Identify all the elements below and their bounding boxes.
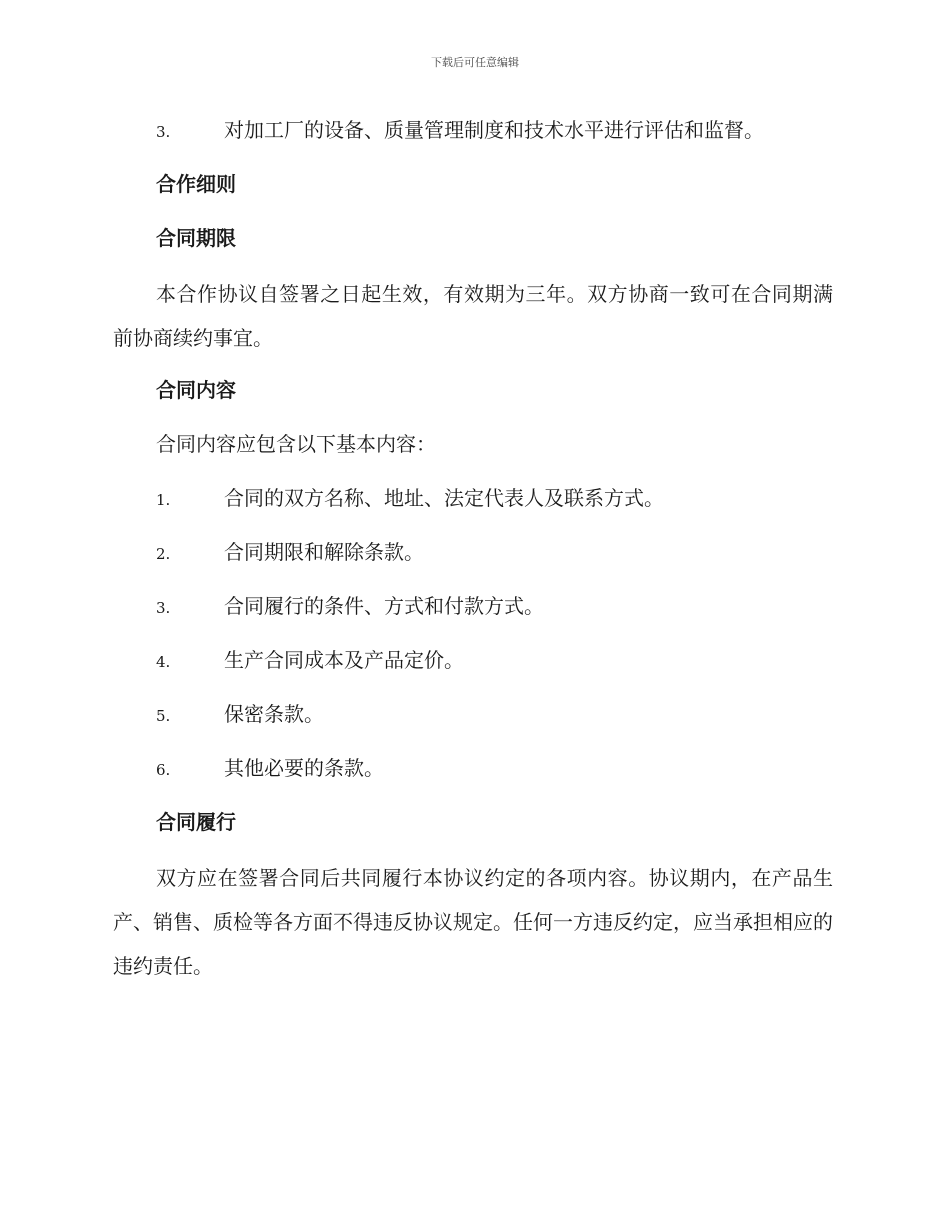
list-text: 生产合同成本及产品定价。 — [224, 648, 464, 672]
list-number: 4. — [156, 653, 171, 671]
content-intro: 合同内容应包含以下基本内容： — [156, 432, 436, 456]
document-body — [113, 110, 833, 998]
list-text: 对加工厂的设备、质量管理制度和技术水平进行评估和监督。 — [224, 118, 764, 142]
content-heading: 合同内容 — [156, 378, 236, 402]
list-item — [113, 694, 833, 734]
list-number: 2. — [156, 545, 171, 563]
list-text: 其他必要的条款。 — [224, 756, 384, 780]
page-header: 下载后可任意编辑 — [431, 56, 519, 69]
list-item — [113, 748, 833, 788]
list-text: 保密条款。 — [224, 702, 324, 726]
list-item — [113, 478, 833, 518]
list-number: 5. — [156, 707, 171, 725]
list-item — [113, 586, 833, 626]
list-text: 合同期限和解除条款。 — [224, 540, 424, 564]
list-number: 1. — [156, 491, 171, 509]
section-heading: 合作细则 — [156, 172, 236, 196]
list-item — [113, 532, 833, 572]
list-item — [113, 640, 833, 680]
list-number: 3. — [156, 123, 171, 141]
term-paragraph: 本合作协议自签署之日起生效，有效期为三年。双方协商一致可在合同期满前协商续约事宜。 — [113, 282, 833, 350]
list-number: 3. — [156, 599, 171, 617]
list-item — [113, 110, 833, 150]
performance-paragraph: 双方应在签署合同后共同履行本协议约定的各项内容。协议期内，在产品生产、销售、质检等各方面不得违反协议规定。任何一方违反约定，应当承担相应的违约责任。 — [113, 866, 833, 978]
performance-heading: 合同履行 — [156, 810, 236, 834]
term-heading: 合同期限 — [156, 226, 236, 250]
list-text: 合同履行的条件、方式和付款方式。 — [224, 594, 544, 618]
list-text: 合同的双方名称、地址、法定代表人及联系方式。 — [224, 486, 664, 510]
list-number: 6. — [156, 761, 171, 779]
